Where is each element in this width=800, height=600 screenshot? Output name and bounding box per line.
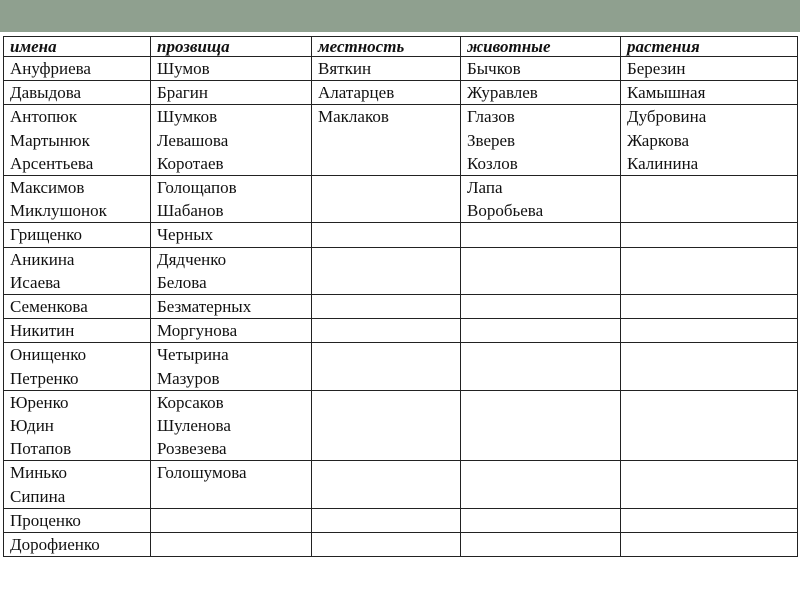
cell-line: Аникина <box>10 249 75 269</box>
table-cell <box>4 390 151 461</box>
table-row <box>4 105 798 176</box>
table-cell <box>312 319 461 343</box>
table-row <box>4 533 798 557</box>
table-cell <box>461 295 621 319</box>
table-row <box>4 319 798 343</box>
table-row <box>4 508 798 532</box>
table-row <box>4 223 798 247</box>
cell-line: Миклушонок <box>10 201 107 221</box>
table-cell <box>4 176 151 223</box>
header-animals: животные <box>461 37 621 57</box>
cell-line: Калинина <box>627 153 699 173</box>
cell-line: Алатарцев <box>318 83 395 103</box>
table-cell <box>461 176 621 223</box>
cell-line: Юренко <box>10 392 69 412</box>
cell-line: Вяткин <box>318 59 372 78</box>
cell-line: Моргунова <box>157 321 238 341</box>
table-cell <box>312 508 461 532</box>
table-cell <box>4 295 151 319</box>
cell-line: Лапа <box>467 178 503 198</box>
table-cell <box>4 508 151 532</box>
cell-line: Мазуров <box>157 368 220 388</box>
table-cell <box>312 105 461 176</box>
cell-line: Четырина <box>157 345 229 365</box>
cell-line: Исаева <box>10 272 61 292</box>
cell-line: Розвезева <box>157 439 227 459</box>
table-cell <box>461 319 621 343</box>
cell-line: Журавлев <box>467 83 538 103</box>
cell-line: Семенкова <box>10 297 88 317</box>
table-cell <box>151 343 312 390</box>
table-row <box>4 343 798 390</box>
table-cell <box>312 57 461 81</box>
table-cell <box>151 57 312 81</box>
table-cell <box>312 343 461 390</box>
table-cell <box>621 533 798 557</box>
table-cell <box>312 247 461 294</box>
table-cell <box>312 223 461 247</box>
table-cell <box>151 508 312 532</box>
cell-line: Сипина <box>10 486 66 506</box>
cell-line: Арсентьева <box>10 153 94 173</box>
cell-line: Максимов <box>10 178 85 198</box>
table-cell <box>461 247 621 294</box>
header-row <box>4 37 798 57</box>
table-cell <box>461 81 621 105</box>
header-plants: растения <box>621 37 798 57</box>
table-cell <box>461 390 621 461</box>
table-cell <box>4 319 151 343</box>
surnames-table-container <box>3 36 797 557</box>
table-cell <box>461 533 621 557</box>
table-cell <box>312 461 461 508</box>
table-cell <box>4 343 151 390</box>
header-nicknames: прозвища <box>151 37 312 57</box>
surnames-classification-table <box>3 36 798 557</box>
header-names: имена <box>4 37 151 57</box>
cell-line: Минько <box>10 463 67 483</box>
table-cell <box>312 81 461 105</box>
cell-line: Глазов <box>467 107 515 127</box>
table-cell <box>151 319 312 343</box>
cell-line: Левашова <box>157 130 229 150</box>
cell-line: Потапов <box>10 439 72 459</box>
table-cell <box>461 461 621 508</box>
cell-line: Мартынюк <box>10 130 90 150</box>
table-cell <box>461 105 621 176</box>
table-row <box>4 57 798 81</box>
cell-line: Онищенко <box>10 345 87 365</box>
table-cell <box>621 105 798 176</box>
table-cell <box>151 390 312 461</box>
cell-line: Шуленова <box>157 416 231 436</box>
table-cell <box>4 461 151 508</box>
cell-line: Дубровина <box>627 107 707 127</box>
cell-line: Корсаков <box>157 392 224 412</box>
table-cell <box>621 390 798 461</box>
table-cell <box>4 57 151 81</box>
cell-line: Черных <box>157 225 214 245</box>
table-cell <box>151 176 312 223</box>
slide-header-bar <box>0 0 800 32</box>
table-cell <box>4 247 151 294</box>
table-cell <box>461 57 621 81</box>
table-cell <box>621 508 798 532</box>
table-cell <box>461 508 621 532</box>
cell-line: Брагин <box>157 83 208 103</box>
table-cell <box>4 223 151 247</box>
cell-line: Проценко <box>10 510 81 530</box>
cell-line: Бычков <box>467 59 521 78</box>
table-row <box>4 176 798 223</box>
cell-line: Шумков <box>157 107 218 127</box>
cell-line: Никитин <box>10 321 75 341</box>
table-cell <box>151 533 312 557</box>
cell-line: Дорофиенко <box>10 535 100 555</box>
table-cell <box>4 105 151 176</box>
cell-line: Дядченко <box>157 249 227 269</box>
cell-line: Шабанов <box>157 201 224 221</box>
cell-line: Белова <box>157 272 207 292</box>
table-cell <box>621 461 798 508</box>
cell-line: Голошумова <box>157 463 247 483</box>
cell-line: Ануфриева <box>10 59 91 78</box>
table-row <box>4 461 798 508</box>
cell-line: Воробьева <box>467 201 544 221</box>
cell-line: Камышная <box>627 83 706 103</box>
table-row <box>4 81 798 105</box>
cell-line: Козлов <box>467 153 518 173</box>
table-cell <box>151 223 312 247</box>
table-cell <box>461 343 621 390</box>
cell-line: Зверев <box>467 130 516 150</box>
table-cell <box>461 223 621 247</box>
cell-line: Березин <box>627 59 686 78</box>
cell-line: Маклаков <box>318 107 389 127</box>
cell-line: Шумов <box>157 59 210 78</box>
cell-line: Коротаев <box>157 153 224 173</box>
table-cell <box>312 176 461 223</box>
cell-line: Голощапов <box>157 178 237 198</box>
table-cell <box>312 390 461 461</box>
table-cell <box>621 57 798 81</box>
table-cell <box>621 176 798 223</box>
cell-line: Безматерных <box>157 297 252 317</box>
table-cell <box>621 223 798 247</box>
table-cell <box>151 247 312 294</box>
table-row <box>4 247 798 294</box>
cell-line: Жаркова <box>627 130 690 150</box>
cell-line: Грищенко <box>10 225 82 245</box>
table-cell <box>4 533 151 557</box>
table-row <box>4 390 798 461</box>
table-cell <box>621 247 798 294</box>
table-cell <box>312 533 461 557</box>
table-cell <box>312 295 461 319</box>
cell-line: Давыдова <box>10 83 82 103</box>
table-cell <box>621 319 798 343</box>
table-cell <box>151 105 312 176</box>
cell-line: Петренко <box>10 368 79 388</box>
table-cell <box>151 295 312 319</box>
table-cell <box>151 81 312 105</box>
cell-line: Антопюк <box>10 107 78 127</box>
table-cell <box>621 295 798 319</box>
cell-line: Юдин <box>10 416 54 436</box>
table-row <box>4 295 798 319</box>
header-locality: местность <box>312 37 461 57</box>
table-cell <box>621 81 798 105</box>
table-cell <box>151 461 312 508</box>
table-cell <box>4 81 151 105</box>
table-cell <box>621 343 798 390</box>
